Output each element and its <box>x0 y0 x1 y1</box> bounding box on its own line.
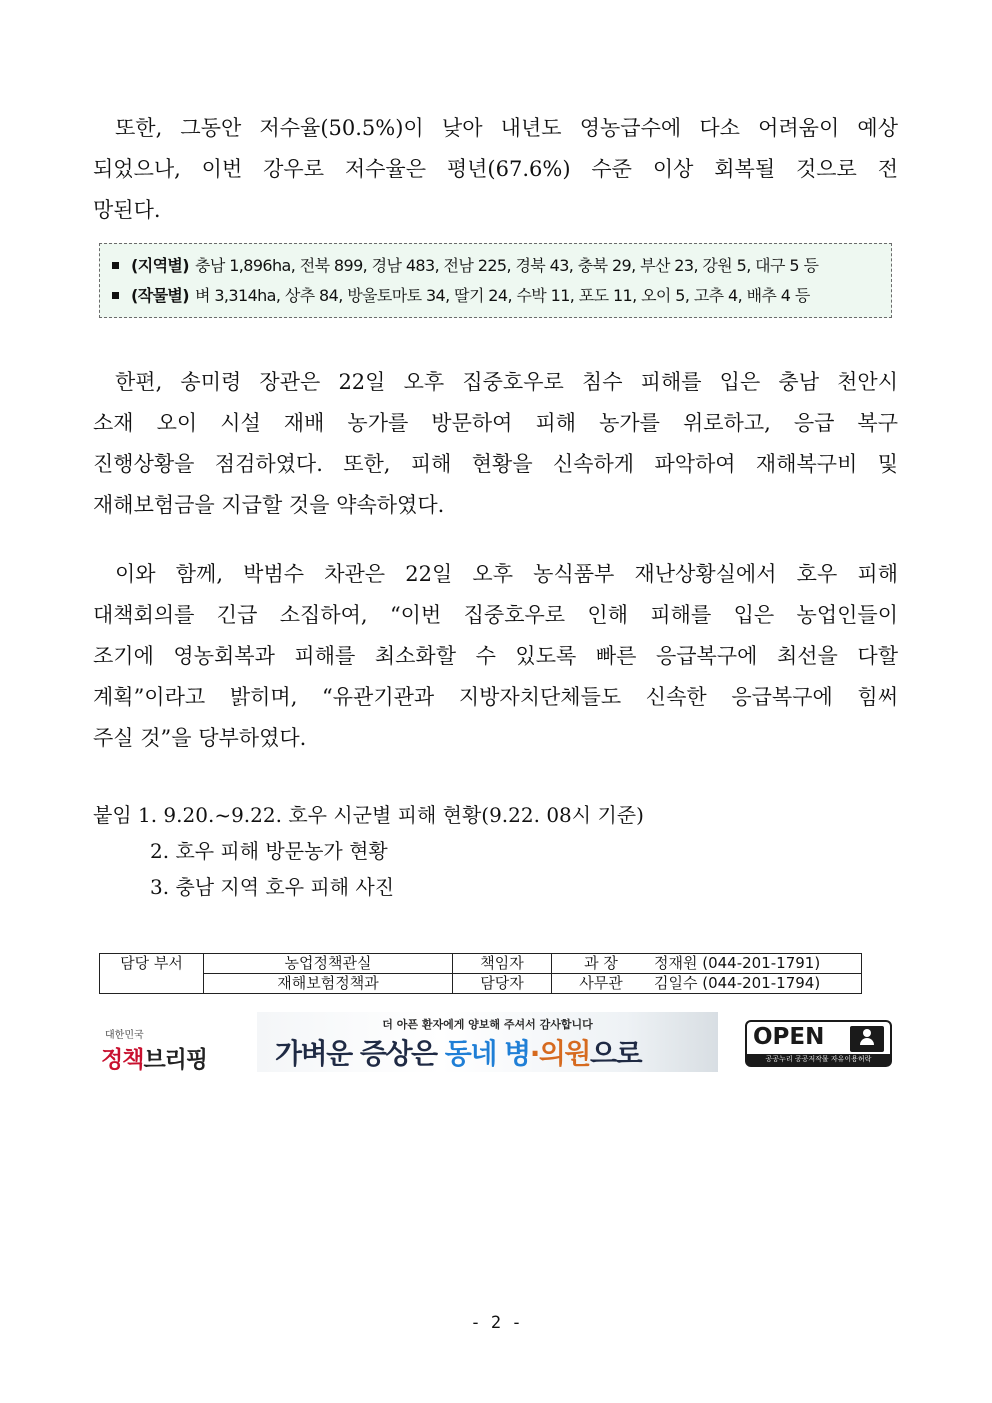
logo-black-text: 브리핑 <box>143 1047 208 1073</box>
text-line: 소재 오이 시설 재배 농가를 방문하여 피해 농가를 위로하고, 응급 복구 <box>93 411 898 435</box>
square-bullet-icon <box>112 262 119 269</box>
attachments-list <box>93 797 644 905</box>
logo-red-text: 정책 <box>101 1047 144 1073</box>
attachment-item: 붙임 1. 9.20.~9.22. 호우 시군별 피해 현황(9.22. 08시 기준) <box>93 803 644 827</box>
damage-summary-box <box>99 243 892 318</box>
text-line: 또한, 그동안 저수율(50.5%)이 낮아 내년도 영농급수에 다소 어려움이 예상 <box>115 116 898 140</box>
logo-small-text: 대한민국 <box>105 1030 144 1041</box>
banner-headline <box>275 1032 641 1072</box>
text-line: 한편, 송미령 장관은 22일 오후 집중호우로 침수 피해를 입은 충남 천안시 <box>115 370 898 394</box>
banner-highlight: 동네 병 <box>444 1037 530 1070</box>
title-cell: 과 장 <box>552 954 651 974</box>
text-line: 되었으나, 이번 강우로 저수율은 평년(67.6%) 수준 이상 회복될 것으로 전 <box>93 157 898 181</box>
banner-highlight: ·의원 <box>529 1037 590 1070</box>
dept-cell: 재해보험정책과 <box>204 974 453 994</box>
policy-briefing-logo[interactable] <box>101 1026 213 1072</box>
contact-table <box>99 953 862 994</box>
open-license-text: 공공누리 공공저작물 자유이용허락 <box>747 1054 890 1065</box>
text-line: 주실 것”을 당부하였다. <box>93 726 307 750</box>
person-cell: 정재원 (044-201-1791) <box>650 954 862 974</box>
title-cell: 사무관 <box>552 974 651 994</box>
banner-text: 으로 <box>589 1037 642 1070</box>
text-line: 이와 함께, 박범수 차관은 22일 오후 농식품부 재난상황실에서 호우 피해 <box>115 562 898 586</box>
category-label: (작물별) <box>131 286 189 305</box>
summary-row-crop <box>112 283 810 309</box>
dept-cell: 농업정책관실 <box>204 954 453 974</box>
table-row <box>100 954 862 974</box>
paragraph-minister <box>93 362 898 526</box>
text-line: 망된다. <box>93 198 161 222</box>
text-line: 계획”이라고 밝히며, “유관기관과 지방자치단체들도 신속한 응급복구에 힘써 <box>93 685 898 709</box>
category-label: (지역별) <box>131 256 189 275</box>
summary-text: 충남 1,896ha, 전북 899, 경남 483, 전남 225, 경북 43, 충북 29, 부산 23, 강원 5, 대구 5 등 <box>195 256 819 275</box>
text-line: 재해보험금을 지급할 것을 약속하였다. <box>93 493 445 517</box>
attribution-person-icon <box>850 1026 884 1052</box>
campaign-banner[interactable] <box>257 1012 718 1072</box>
summary-text: 벼 3,314ha, 상추 84, 방울토마토 34, 딸기 24, 수박 11, 포도 11, 오이 5, 고추 4, 배추 4 등 <box>195 286 810 305</box>
attachment-item: 2. 호우 피해 방문농가 현황 <box>150 839 388 863</box>
kogl-open-badge[interactable] <box>745 1020 892 1067</box>
summary-row-region <box>112 253 818 279</box>
banner-text: 가벼운 증상은 <box>275 1037 445 1070</box>
attachment-item: 3. 충남 지역 호우 피해 사진 <box>150 875 395 899</box>
role-cell: 담당자 <box>453 974 552 994</box>
page-number: - 2 - <box>470 1313 522 1333</box>
person-cell: 김일수 (044-201-1794) <box>650 974 862 994</box>
banner-subtitle: 더 아픈 환자에게 양보해 주셔서 감사합니다 <box>382 1018 593 1031</box>
open-label: OPEN <box>753 1024 825 1050</box>
paragraph-vice-minister <box>93 554 898 759</box>
text-line: 대책회의를 긴급 소집하여, “이번 집중호우로 인해 피해를 입은 농업인들이 <box>93 603 898 627</box>
table-row <box>100 974 862 994</box>
text-line: 조기에 영농회복과 피해를 최소화할 수 있도록 빠른 응급복구에 최선을 다할 <box>93 644 898 668</box>
paragraph-reservoir <box>93 108 898 231</box>
dept-label-cell: 담당 부서 <box>100 954 204 994</box>
role-cell: 책임자 <box>453 954 552 974</box>
text-line: 진행상황을 점검하였다. 또한, 피해 현황을 신속하게 파악하여 재해복구비 및 <box>93 452 898 476</box>
square-bullet-icon <box>112 292 119 299</box>
